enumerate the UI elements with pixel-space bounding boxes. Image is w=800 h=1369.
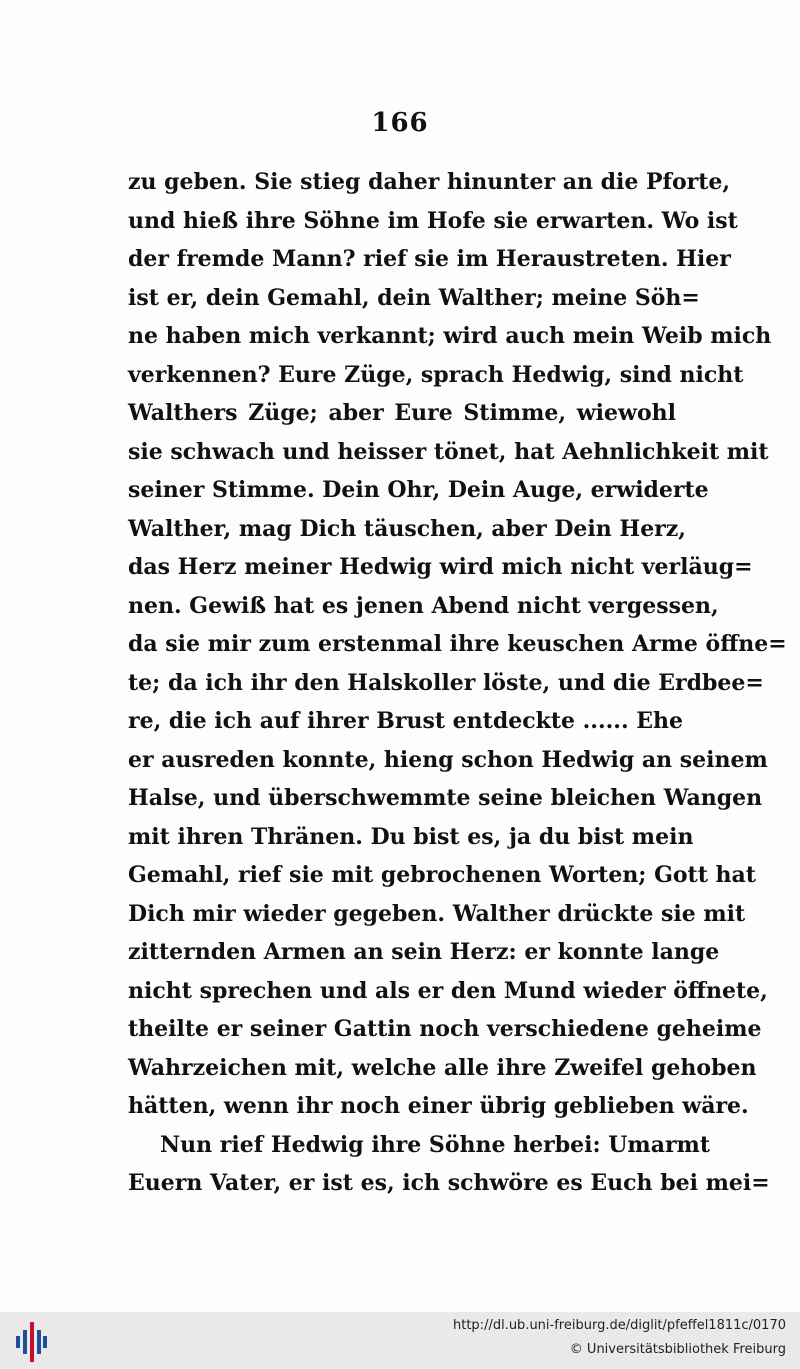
text-line: nicht sprechen und als er den Mund wieder öffnete, [128,977,768,1004]
ub-freiburg-logo-icon[interactable] [14,1320,48,1364]
text-line: verkennen? Eure Züge, sprach Hedwig, sind nicht [128,361,744,388]
text-line: seiner Stimme. Dein Ohr, Dein Auge, erwiderte [128,477,709,503]
text-line: zitternden Armen an sein Herz: er konnte lange [128,939,720,965]
text-line: nen. Gewiß hat es jenen Abend nicht vergessen, [128,592,719,619]
page-number: 166 [371,108,429,138]
text-line: te; da ich ihr den Halskoller löste, und die Erdbee= [128,669,764,696]
copyright-notice: © Universitätsbibliothek Freiburg [569,1342,786,1357]
footer-bar [0,1312,800,1369]
text-line: und hieß ihre Söhne im Hofe sie erwarten. Wo ist [128,207,738,234]
text-line: re, die ich auf ihrer Brust entdeckte ...... Ehe [128,708,684,734]
text-line: Walther, mag Dich täuschen, aber Dein Herz, [128,515,686,542]
text-line: da sie mir zum erstenmal ihre keuschen Arme öffne= [128,631,787,657]
text-line: Euern Vater, er ist es, ich schwöre es Euch bei mei= [128,1170,770,1196]
text-line: Wahrzeichen mit, welche alle ihre Zweifel gehoben [128,1054,757,1081]
text-line: der fremde Mann? rief sie im Heraustreten. Hier [128,246,731,272]
text-line: theilte er seiner Gattin noch verschiedene geheime [128,1016,762,1042]
text-line: Dich mir wieder gegeben. Walther drückte sie mit [128,900,746,927]
text-line: Gemahl, rief sie mit gebrochenen Worten; Gott hat [128,862,756,888]
body-text [128,163,787,1203]
text-line: sie schwach und heisser tönet, hat Aehnlichkeit mit [128,438,769,465]
source-url-link[interactable]: http://dl.ub.uni-freiburg.de/diglit/pfeffel1811c/0170 [453,1318,786,1333]
text-line: Halse, und überschwemmte seine bleichen Wangen [128,785,763,811]
text-line: zu geben. Sie stieg daher hinunter an die Pforte, [128,169,731,195]
text-line-paragraph-start: Nun rief Hedwig ihre Söhne herbei: Umarmt [160,1131,710,1158]
text-line: hätten, wenn ihr noch einer übrig geblieben wäre. [128,1093,749,1119]
text-line: das Herz meiner Hedwig wird mich nicht verläug= [128,554,753,580]
text-line: mit ihren Thränen. Du bist es, ja du bist mein [128,823,694,850]
text-line: Walthers Züge; aber Eure Stimme, wiewohl [128,400,676,426]
text-line: ist er, dein Gemahl, dein Walther; meine Söh= [128,284,700,311]
text-line: ne haben mich verkannt; wird auch mein Weib mich [128,323,772,349]
text-line: er ausreden konnte, hieng schon Hedwig an seinem [128,746,768,773]
